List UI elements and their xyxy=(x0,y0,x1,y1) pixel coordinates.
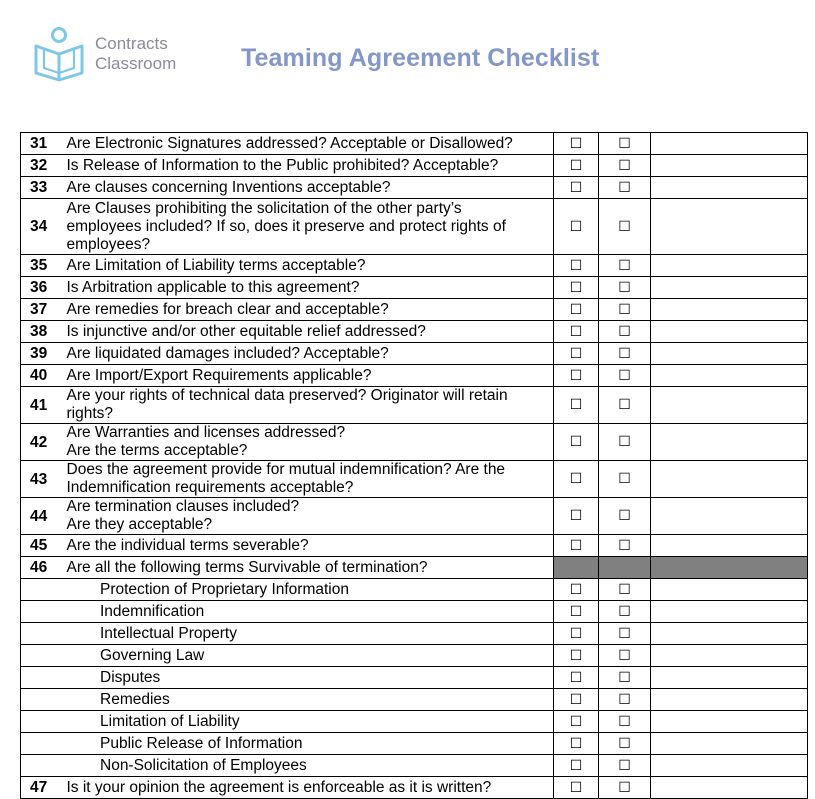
checkbox-cell-no xyxy=(599,387,651,424)
item-question xyxy=(60,199,554,255)
item-number: 38 xyxy=(21,321,60,343)
checkbox-cell-no xyxy=(599,645,651,667)
question-line: Is it your opinion the agreement is enforceable as it is written? xyxy=(66,778,492,796)
item-question xyxy=(60,387,554,424)
checkbox-yes[interactable]: ☐ xyxy=(569,691,583,708)
checkbox-yes[interactable]: ☐ xyxy=(569,179,583,196)
checkbox-yes[interactable]: ☐ xyxy=(569,779,583,796)
checkbox-cell-no xyxy=(599,133,651,155)
notes-cell[interactable] xyxy=(651,255,808,277)
checkbox-cell-yes xyxy=(554,343,599,365)
checkbox-yes[interactable]: ☐ xyxy=(569,367,583,384)
checkbox-cell-no xyxy=(599,733,651,755)
sub-item-label: Intellectual Property xyxy=(21,623,554,645)
sub-item-row xyxy=(21,733,808,755)
question-line: Are Clauses prohibiting the solicitation of the other party’s xyxy=(66,199,462,217)
question-line: Is injunctive and/or other equitable relief addressed? xyxy=(66,322,426,340)
checkbox-cell-yes xyxy=(554,579,599,601)
checkbox-no[interactable]: ☐ xyxy=(618,471,631,487)
sub-item-row xyxy=(21,623,808,645)
checklist-row xyxy=(21,387,808,424)
checkbox-yes[interactable]: ☐ xyxy=(569,323,583,340)
checklist-row xyxy=(21,277,808,299)
checkbox-no[interactable]: ☐ xyxy=(618,757,631,774)
checkbox-cell-yes xyxy=(554,755,599,777)
checkbox-cell-no xyxy=(599,667,651,689)
checkbox-yes[interactable]: ☐ xyxy=(569,603,583,620)
checkbox-yes[interactable]: ☐ xyxy=(569,625,583,642)
checkbox-yes[interactable]: ☐ xyxy=(569,508,583,524)
question-line: Is Release of Information to the Public prohibited? Acceptable? xyxy=(66,156,499,174)
checkbox-cell-yes xyxy=(554,133,599,155)
item-question xyxy=(60,498,554,535)
checkbox-cell-no xyxy=(599,155,651,177)
notes-cell[interactable] xyxy=(651,623,808,645)
item-question xyxy=(60,424,554,461)
item-question xyxy=(60,277,554,299)
checkbox-cell-no xyxy=(599,177,651,199)
checkbox-cell-no xyxy=(599,461,651,498)
notes-cell[interactable] xyxy=(651,689,808,711)
notes-cell[interactable] xyxy=(651,199,808,255)
checkbox-no[interactable]: ☐ xyxy=(618,279,631,296)
checkbox-no[interactable]: ☐ xyxy=(618,157,631,174)
checkbox-cell-yes xyxy=(554,535,599,557)
notes-cell[interactable] xyxy=(651,667,808,689)
checkbox-no[interactable]: ☐ xyxy=(618,647,631,664)
checklist-row xyxy=(21,155,808,177)
checkbox-cell-yes xyxy=(554,255,599,277)
question-line: Are Electronic Signatures addressed? Acceptable or Disallowed? xyxy=(66,134,513,152)
question-line: Are remedies for breach clear and acceptable? xyxy=(66,300,389,318)
checkbox-yes[interactable]: ☐ xyxy=(569,345,583,362)
checklist-row xyxy=(21,321,808,343)
checkbox-yes[interactable]: ☐ xyxy=(569,218,583,235)
item-number: 36 xyxy=(21,277,60,299)
question-line: Are the terms acceptable? xyxy=(66,442,248,459)
sub-item-label: Limitation of Liability xyxy=(21,711,554,733)
checklist-row xyxy=(21,365,808,387)
checkbox-cell-no xyxy=(599,601,651,623)
checkbox-cell-no xyxy=(599,343,651,365)
checklist-row xyxy=(21,255,808,277)
checkbox-yes[interactable]: ☐ xyxy=(569,537,583,554)
checkbox-yes[interactable]: ☐ xyxy=(569,581,583,598)
item-number: 45 xyxy=(21,535,60,557)
checkbox-no[interactable]: ☐ xyxy=(618,735,631,752)
checkbox-cell-no xyxy=(599,623,651,645)
notes-cell[interactable] xyxy=(651,133,808,155)
checkbox-no[interactable]: ☐ xyxy=(618,434,631,450)
checkbox-yes[interactable]: ☐ xyxy=(569,301,583,318)
checkbox-cell-yes xyxy=(554,498,599,535)
checkbox-cell-yes xyxy=(554,387,599,424)
question-line: Are Import/Export Requirements applicable? xyxy=(66,366,372,384)
item-number: 40 xyxy=(21,365,60,387)
item-number: 34 xyxy=(21,199,60,255)
checkbox-yes[interactable]: ☐ xyxy=(569,669,583,686)
checkbox-cell-no xyxy=(599,498,651,535)
checkbox-cell-yes xyxy=(554,711,599,733)
checklist-row xyxy=(21,133,808,155)
item-number: 47 xyxy=(21,777,60,799)
checkbox-cell-yes xyxy=(554,365,599,387)
notes-cell[interactable] xyxy=(651,299,808,321)
checkbox-yes[interactable]: ☐ xyxy=(569,713,583,730)
checkbox-cell-no xyxy=(599,321,651,343)
sub-item-row xyxy=(21,711,808,733)
checkbox-cell-yes xyxy=(554,689,599,711)
question-line: Are the individual terms severable? xyxy=(66,536,309,554)
checkbox-no[interactable]: ☐ xyxy=(618,779,631,796)
checklist-row xyxy=(21,557,808,579)
notes-cell[interactable] xyxy=(651,711,808,733)
checkbox-cell-yes xyxy=(554,321,599,343)
checkbox-no[interactable]: ☐ xyxy=(618,625,631,642)
checkbox-no[interactable]: ☐ xyxy=(618,691,631,708)
checkbox-cell-yes xyxy=(554,155,599,177)
question-line: Are your rights of technical data preserved? Originator will retain xyxy=(66,387,508,404)
checkbox-yes[interactable]: ☐ xyxy=(569,735,583,752)
item-question xyxy=(60,365,554,387)
notes-cell[interactable] xyxy=(651,461,808,498)
question-line: rights? xyxy=(66,405,114,422)
book-reader-icon xyxy=(32,26,86,82)
question-line: Are Limitation of Liability terms acceptable? xyxy=(66,256,366,274)
sub-item-label: Governing Law xyxy=(21,645,554,667)
checkbox-yes[interactable]: ☐ xyxy=(569,397,583,413)
checklist-row xyxy=(21,299,808,321)
question-line: Does the agreement provide for mutual indemnification? Are the xyxy=(66,461,506,478)
question-line: Are termination clauses included? xyxy=(66,498,300,515)
question-line: Are all the following terms Survivable of termination? xyxy=(66,558,428,576)
checklist-row xyxy=(21,461,808,498)
checkbox-yes[interactable]: ☐ xyxy=(569,434,583,450)
logo-line-1: Contracts xyxy=(95,34,168,53)
sub-item-row xyxy=(21,755,808,777)
checklist-row xyxy=(21,535,808,557)
notes-cell[interactable] xyxy=(651,424,808,461)
checklist-row xyxy=(21,343,808,365)
notes-cell[interactable] xyxy=(651,343,808,365)
checkbox-cell-yes xyxy=(554,461,599,498)
notes-cell[interactable] xyxy=(651,155,808,177)
checkbox-cell-no xyxy=(599,535,651,557)
item-question xyxy=(60,321,554,343)
notes-cell[interactable] xyxy=(651,535,808,557)
sub-item-row xyxy=(21,601,808,623)
item-number: 41 xyxy=(21,387,60,424)
sub-item-label: Disputes xyxy=(21,667,554,689)
checkbox-yes[interactable]: ☐ xyxy=(569,757,583,774)
question-line: Are they acceptable? xyxy=(66,516,213,533)
notes-cell[interactable] xyxy=(651,645,808,667)
notes-cell[interactable] xyxy=(651,321,808,343)
item-number: 42 xyxy=(21,424,60,461)
checkbox-no[interactable]: ☐ xyxy=(618,218,631,235)
checkbox-yes[interactable]: ☐ xyxy=(569,135,583,152)
sub-item-label: Indemnification xyxy=(21,601,554,623)
checkbox-no[interactable]: ☐ xyxy=(618,367,631,384)
notes-cell[interactable] xyxy=(651,601,808,623)
checkbox-no[interactable]: ☐ xyxy=(618,603,631,620)
checkbox-cell-yes xyxy=(554,601,599,623)
checkbox-yes[interactable]: ☐ xyxy=(569,257,583,274)
checkbox-cell-yes xyxy=(554,277,599,299)
checkbox-cell-no xyxy=(599,365,651,387)
checkbox-cell-yes xyxy=(554,424,599,461)
item-question xyxy=(60,155,554,177)
item-number: 32 xyxy=(21,155,60,177)
sub-item-row xyxy=(21,579,808,601)
checklist-row xyxy=(21,177,808,199)
item-question xyxy=(60,177,554,199)
item-number: 35 xyxy=(21,255,60,277)
checkbox-no[interactable]: ☐ xyxy=(618,135,631,152)
checkbox-cell-yes xyxy=(554,199,599,255)
checkbox-cell-no xyxy=(599,557,651,579)
checkbox-no[interactable]: ☐ xyxy=(618,397,631,413)
checkbox-cell-yes xyxy=(554,299,599,321)
question-line: Are clauses concerning Inventions acceptable? xyxy=(66,178,391,196)
item-number: 33 xyxy=(21,177,60,199)
sub-item-label: Remedies xyxy=(21,689,554,711)
question-line: employees? xyxy=(66,235,151,253)
sub-item-row xyxy=(21,689,808,711)
item-question xyxy=(60,557,554,579)
checkbox-cell-no xyxy=(599,711,651,733)
sub-item-label: Protection of Proprietary Information xyxy=(21,579,554,601)
checkbox-no[interactable]: ☐ xyxy=(618,581,631,598)
notes-cell[interactable] xyxy=(651,177,808,199)
item-question xyxy=(60,535,554,557)
checkbox-cell-yes xyxy=(554,177,599,199)
checkbox-no[interactable]: ☐ xyxy=(618,257,631,274)
checkbox-yes[interactable]: ☐ xyxy=(569,279,583,296)
checkbox-cell-yes xyxy=(554,645,599,667)
logo-wordmark xyxy=(95,34,176,74)
checkbox-cell-no xyxy=(599,579,651,601)
question-line: Is Arbitration applicable to this agreement? xyxy=(66,278,360,296)
checkbox-no[interactable]: ☐ xyxy=(618,323,631,340)
checklist-row xyxy=(21,498,808,535)
checklist-row xyxy=(21,199,808,255)
checkbox-cell-yes xyxy=(554,623,599,645)
question-line: Are Warranties and licenses addressed? xyxy=(66,424,346,441)
sub-item-label: Public Release of Information xyxy=(21,733,554,755)
logo-line-2: Classroom xyxy=(95,54,177,73)
checkbox-no[interactable]: ☐ xyxy=(618,713,631,730)
question-line: employees included? If so, does it preserve and protect rights of xyxy=(66,217,506,235)
notes-cell[interactable] xyxy=(651,387,808,424)
notes-cell[interactable] xyxy=(651,579,808,601)
notes-cell[interactable] xyxy=(651,277,808,299)
checkbox-no[interactable]: ☐ xyxy=(618,669,631,686)
item-question xyxy=(60,255,554,277)
item-number: 43 xyxy=(21,461,60,498)
sub-item-label: Non-Solicitation of Employees xyxy=(21,755,554,777)
notes-cell[interactable] xyxy=(651,755,808,777)
checkbox-cell-no xyxy=(599,199,651,255)
checkbox-cell-no xyxy=(599,255,651,277)
question-line: Indemnification requirements acceptable? xyxy=(66,479,354,496)
page-title: Teaming Agreement Checklist xyxy=(241,44,600,72)
sub-item-row xyxy=(21,645,808,667)
notes-cell[interactable] xyxy=(651,498,808,535)
notes-cell[interactable] xyxy=(651,733,808,755)
checkbox-no[interactable]: ☐ xyxy=(618,179,631,196)
checkbox-cell-yes xyxy=(554,667,599,689)
checkbox-no[interactable]: ☐ xyxy=(618,508,631,524)
item-question xyxy=(60,133,554,155)
item-number: 31 xyxy=(21,133,60,155)
checkbox-cell-no xyxy=(599,277,651,299)
item-number: 44 xyxy=(21,498,60,535)
checklist-table xyxy=(20,132,808,799)
checkbox-yes[interactable]: ☐ xyxy=(569,647,583,664)
sub-item-row xyxy=(21,667,808,689)
checkbox-cell-yes xyxy=(554,733,599,755)
item-question xyxy=(60,343,554,365)
checkbox-cell-no xyxy=(599,755,651,777)
item-question xyxy=(60,461,554,498)
notes-cell xyxy=(651,557,808,579)
checkbox-no[interactable]: ☐ xyxy=(618,537,631,554)
document-header xyxy=(0,0,815,110)
checkbox-yes[interactable]: ☐ xyxy=(569,157,583,174)
item-question xyxy=(60,299,554,321)
item-number: 37 xyxy=(21,299,60,321)
checkbox-cell-yes xyxy=(554,557,599,579)
item-number: 46 xyxy=(21,557,60,579)
notes-cell[interactable] xyxy=(651,365,808,387)
checkbox-cell-no xyxy=(599,689,651,711)
checkbox-cell-no xyxy=(599,299,651,321)
question-line: Are liquidated damages included? Acceptable? xyxy=(66,344,389,362)
checkbox-no[interactable]: ☐ xyxy=(618,301,631,318)
checkbox-no[interactable]: ☐ xyxy=(618,345,631,362)
checkbox-cell-no xyxy=(599,424,651,461)
checklist-row xyxy=(21,424,808,461)
checkbox-yes[interactable]: ☐ xyxy=(569,471,583,487)
item-number: 39 xyxy=(21,343,60,365)
